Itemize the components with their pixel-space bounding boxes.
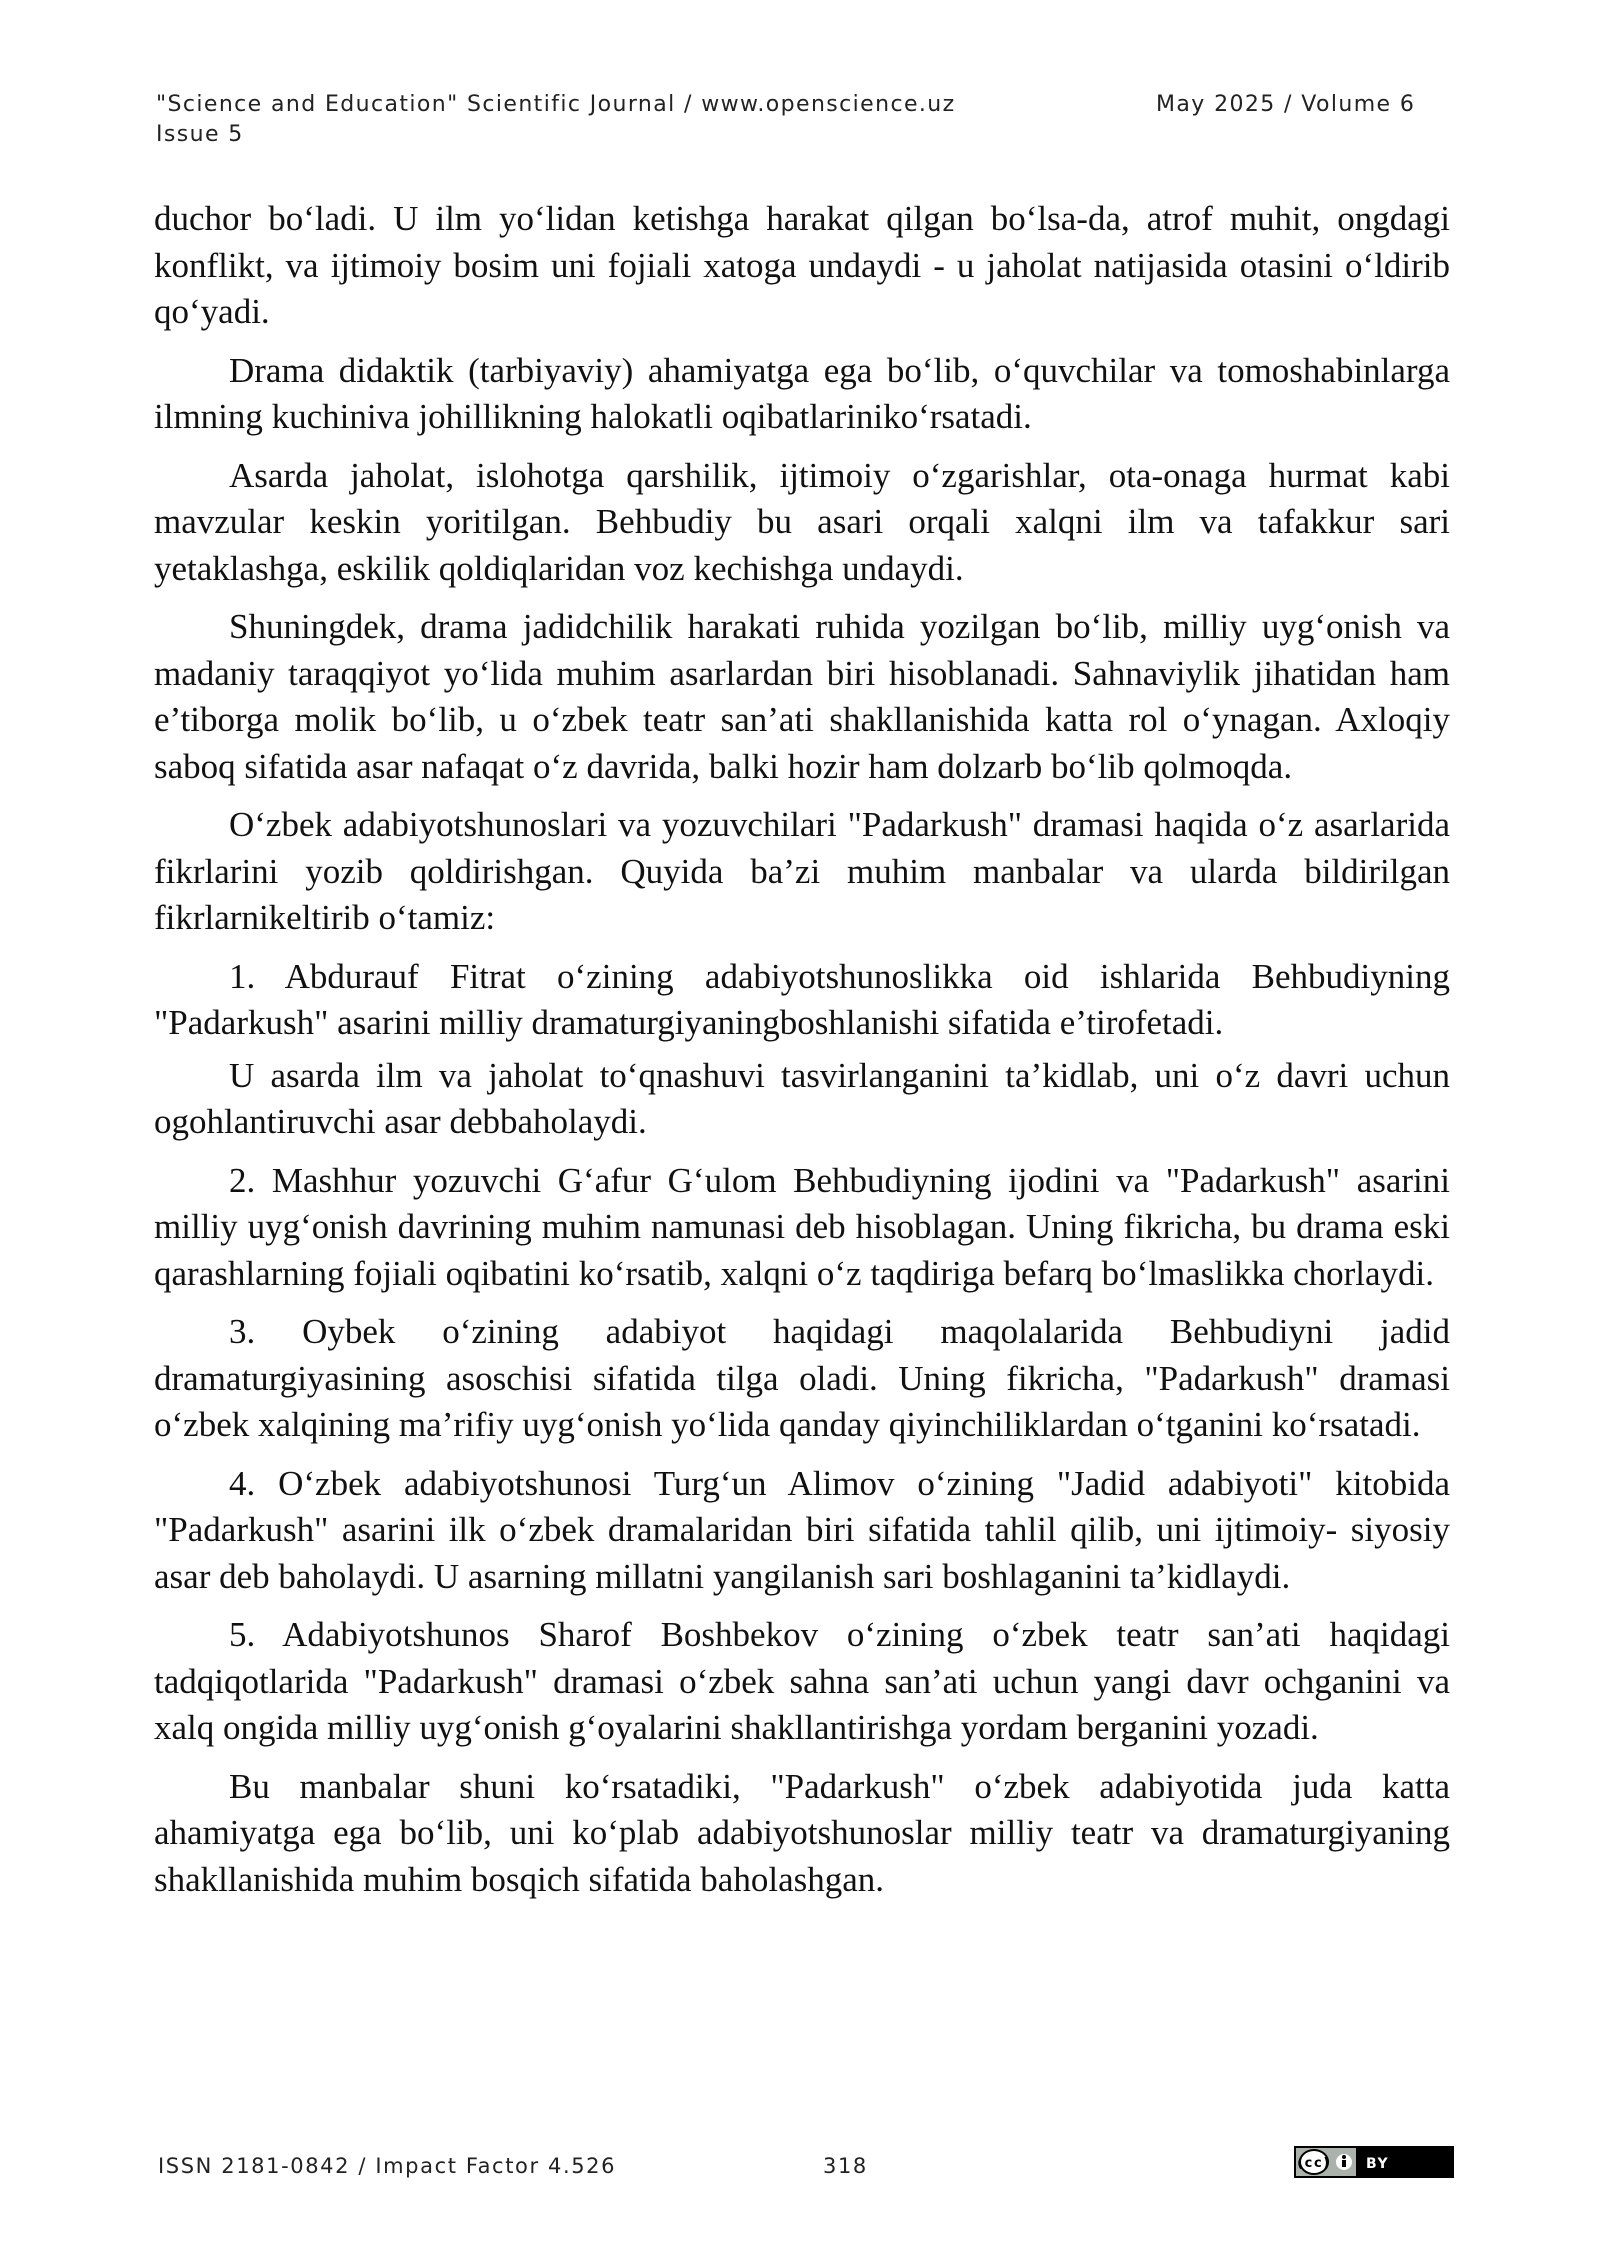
issue-number: Issue 5 <box>156 122 244 147</box>
by-label: BY <box>1366 2156 1390 2172</box>
cc-by-license-icon <box>1294 2146 1454 2178</box>
list-item: 5. Adabiyotshunos Sharof Boshbekov o‘zining o‘zbek teatr san’ati haqidagi tadqiqotlarida "Padarkush" dramasi o‘zbek sahna san’ati uchun yangi davr ochganini va xalq ongida milliy uyg‘onish g‘oyalarini shakllantirishga yordam berganini yozadi. <box>154 1615 1450 1747</box>
paragraph: duchor bo‘ladi. U ilm yo‘lidan ketishga harakat qilgan bo‘lsa-da, atrof muhit, ongdagi konflikt, va ijtimoiy bosim uni fojiali xatoga undaydi - u jaholat natijasida otasini o‘ldirib qo‘yadi. <box>154 199 1450 331</box>
paragraph: Shuningdek, drama jadidchilik harakati ruhida yozilgan bo‘lib, milliy uyg‘onish va madaniy taraqqiyot yo‘lida muhim asarlardan biri hisoblanadi. Sahnaviylik jihatidan ham e’tiborga molik bo‘lib, u o‘zbek teatr san’ati shakllanishida katta rol o‘ynagan. Axloqiy saboq sifatida asar nafaqat o‘z davrida, balki hozir ham dolzarb bo‘lib qolmoqda. <box>154 607 1450 786</box>
paragraph: U asarda ilm va jaholat to‘qnashuvi tasvirlanganini ta’kidlab, uni o‘z davri uchun ogohlantiruvchi asar debbaholaydi. <box>154 1055 1450 1141</box>
paragraph: Bu manbalar shuni ko‘rsatadiki, "Padarkush" o‘zbek adabiyotida juda katta ahamiyatga ega bo‘lib, uni ko‘plab adabiyotshunoslar milliy teatr va dramaturgiyaning shakllanishida muhim bosqich sifatida baholashgan. <box>154 1766 1450 1899</box>
page-footer <box>158 2146 1458 2186</box>
journal-name: "Science and Education" Scientific Journal / www.openscience.uz <box>156 92 956 117</box>
paragraph: O‘zbek adabiyotshunoslari va yozuvchilari "Padarkush" dramasi haqida o‘z asarlarida fikrlarini yozib qoldirishgan. Quyida ba’zi muhim manbalar va ularda bildirilgan fikrlarnikeltirib o‘tamiz: <box>154 805 1450 937</box>
list-item: 3. Oybek o‘zining adabiyot haqidagi maqolalarida Behbudiyni jadid dramaturgiyasining asoschisi sifatida tilga oladi. Uning fikricha, "Padarkush" dramasi o‘zbek xalqining ma’rifiy uyg‘onish yo‘lida qanday qiyinchiliklardan o‘tganini ko‘rsatadi. <box>154 1312 1450 1444</box>
article-body <box>154 196 1450 1915</box>
issn-impact-factor: ISSN 2181-0842 / Impact Factor 4.526 <box>158 2154 617 2178</box>
paragraph: Asarda jaholat, islohotga qarshilik, ijtimoiy o‘zgarishlar, ota-onaga hurmat kabi mavzular keskin yoritilgan. Behbudiy bu asari orqali xalqni ilm va tafakkur sari yetaklashga, eskilik qoldiqlaridan voz kechishga undaydi. <box>154 455 1450 588</box>
paragraph: Drama didaktik (tarbiyaviy) ahamiyatga ega bo‘lib, o‘quvchilar va tomoshabinlarga ilmning kuchiniva johillikning halokatli oqibatlariniko‘rsatadi. <box>154 350 1450 436</box>
date-volume: May 2025 / Volume 6 <box>1156 92 1416 117</box>
list-item: 4. O‘zbek adabiyotshunosi Turg‘un Alimov o‘zining "Jadid adabiyoti" kitobida "Padarkush" asarini ilk o‘zbek dramalaridan biri sifatida tahlil qilib, uni ijtimoiy- siyosiy asar deb baholaydi. U asarning millatni yangilanish sari boshlaganini ta’kidlaydi. <box>154 1463 1450 1596</box>
cc-label: (cc) <box>1297 2156 1331 2171</box>
page-number: 318 <box>823 2154 868 2178</box>
list-item: 2. Mashhur yozuvchi G‘afur G‘ulom Behbudiyning ijodini va "Padarkush" asarini milliy uyg‘onish davrining muhim namunasi deb hisoblagan. Uning fikricha, bu drama eski qarashlarning fojiali oqibatini ko‘rsatib, xalqni o‘z taqdiriga befarq bo‘lmaslikka chorlaydi. <box>154 1160 1450 1293</box>
list-item: 1. Abdurauf Fitrat o‘zining adabiyotshunoslikka oid ishlarida Behbudiyning "Padarkush" asarini milliy dramaturgiyaningboshlanishi sifatida e’tirofetadi. <box>154 956 1450 1042</box>
